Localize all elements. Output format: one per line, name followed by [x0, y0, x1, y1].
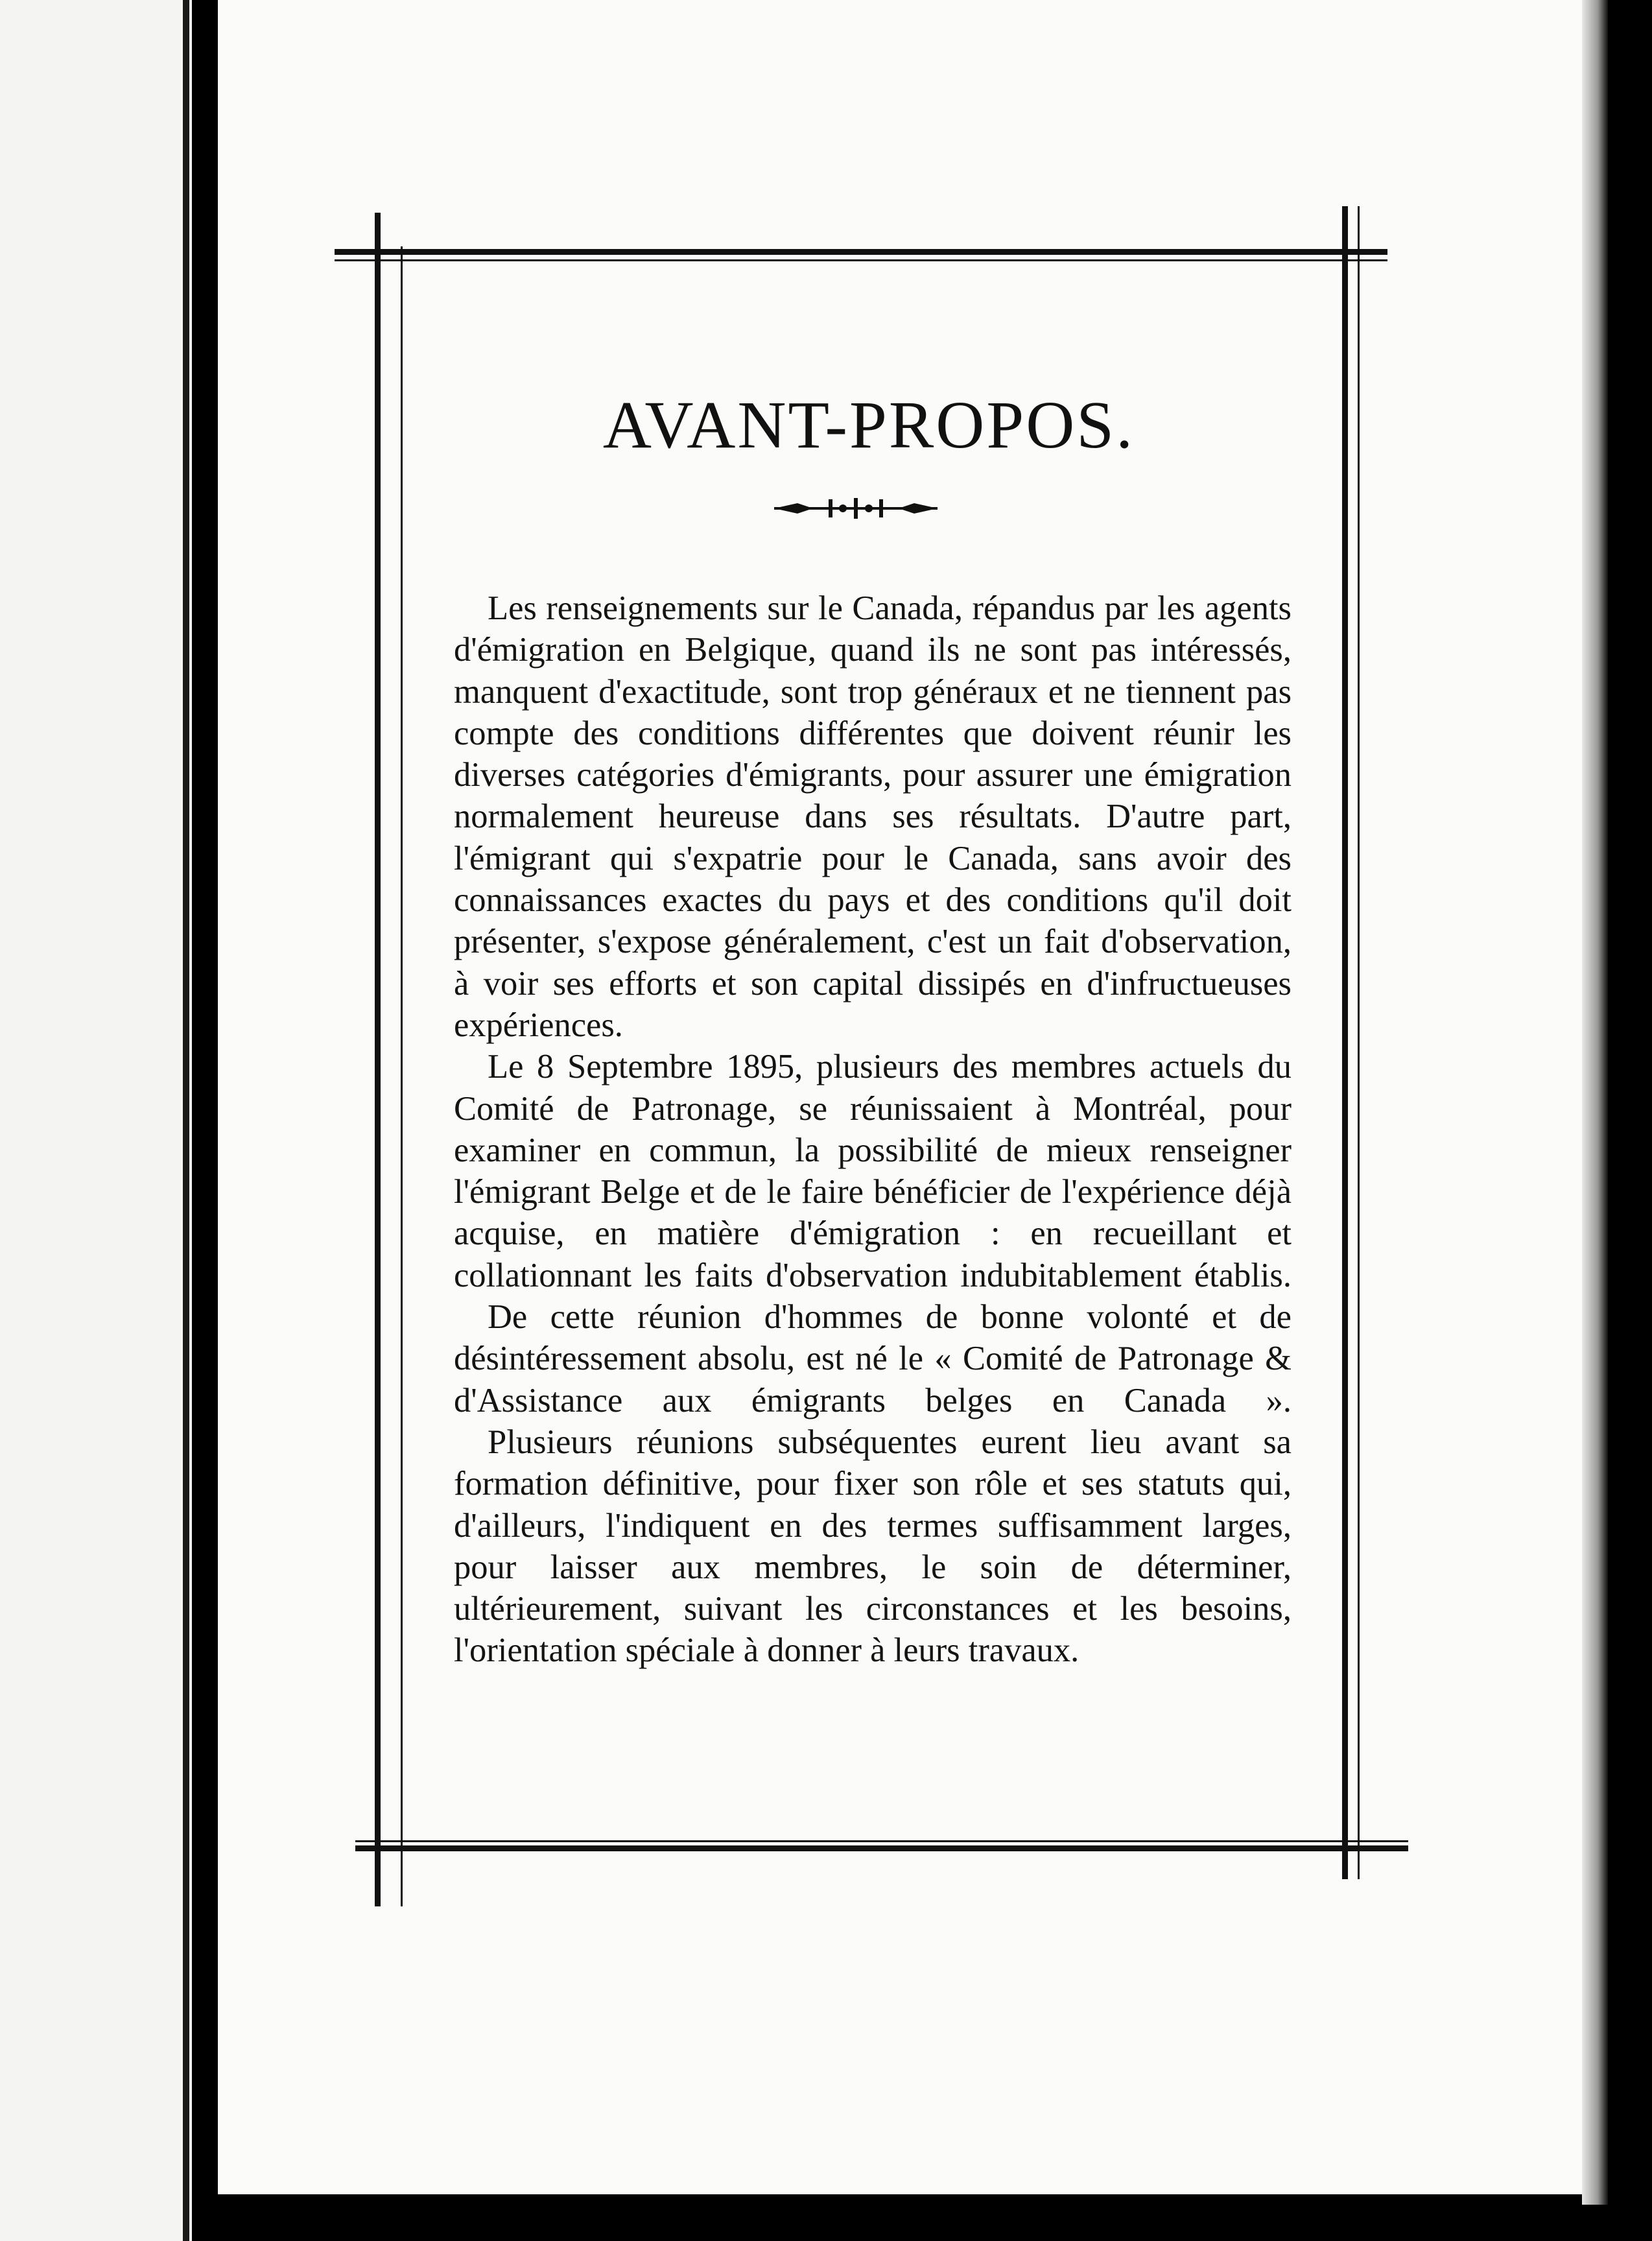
decorative-fleuron — [765, 495, 947, 521]
border-top-rule-thin — [335, 259, 1387, 261]
paragraph: Plusieurs réunions subséquentes eurent lieu avant sa formation définitive, pour fixer son rôle et ses statuts qui, d'ailleurs, l'indiquent en des termes suffisamment larges, pour laisser aux membres, le soin de déterminer, ultérieurement, suivant les circonstances et les besoins, l'orientation spéciale à donner à leurs travaux. — [454, 1423, 1292, 1670]
paragraph: Les renseignements sur le Canada, répandus par les agents d'émigration en Belgique, quand ils ne sont pas intéressés, manquent d'exactitude, sont trop généraux et ne tiennent pas compte des conditions différentes que doivent réunir les diverses catégories d'émigrants, pour assurer une émigration normalement heureuse dans ses résultats. D'autre part, l'émigrant qui s'expatrie pour le Canada, sans avoir des connaissances exactes du pays et des conditions qu'il doit présenter, s'expose généralement, c'est un fait d'observation, à voir ses efforts et son capital dissipés en d'infructueuses expériences. — [454, 589, 1292, 1044]
facing-page-edge — [0, 0, 192, 2241]
border-left-rule — [375, 213, 381, 1906]
border-left-rule-thin — [401, 246, 403, 1906]
page-gutter-line — [183, 0, 189, 2241]
body-text — [454, 587, 1292, 1672]
paragraph: De cette réunion d'hommes de bonne volonté et de désintéressement absolu, est né le « Comité de Patronage & d'Assistance aux émigrants belges en Canada ». — [454, 1298, 1292, 1419]
page-title: AVANT-PROPOS. — [602, 388, 1135, 462]
border-bottom-rule — [355, 1840, 1408, 1842]
page-right-edge — [1582, 0, 1608, 2205]
border-top-rule — [335, 249, 1387, 255]
paragraph: Le 8 Septembre 1895, plusieurs des membres actuels du Comité de Patronage, se réunissaient à Montréal, pour examiner en commun, la possibilité de mieux renseigner l'émigrant Belge et de le faire bénéficier de l'expérience déjà acquise, en matière d'émigration : en recueillant et collationnant les faits d'observation indubitablement établis. — [454, 1048, 1292, 1294]
border-bottom-rule-thick — [355, 1845, 1408, 1851]
